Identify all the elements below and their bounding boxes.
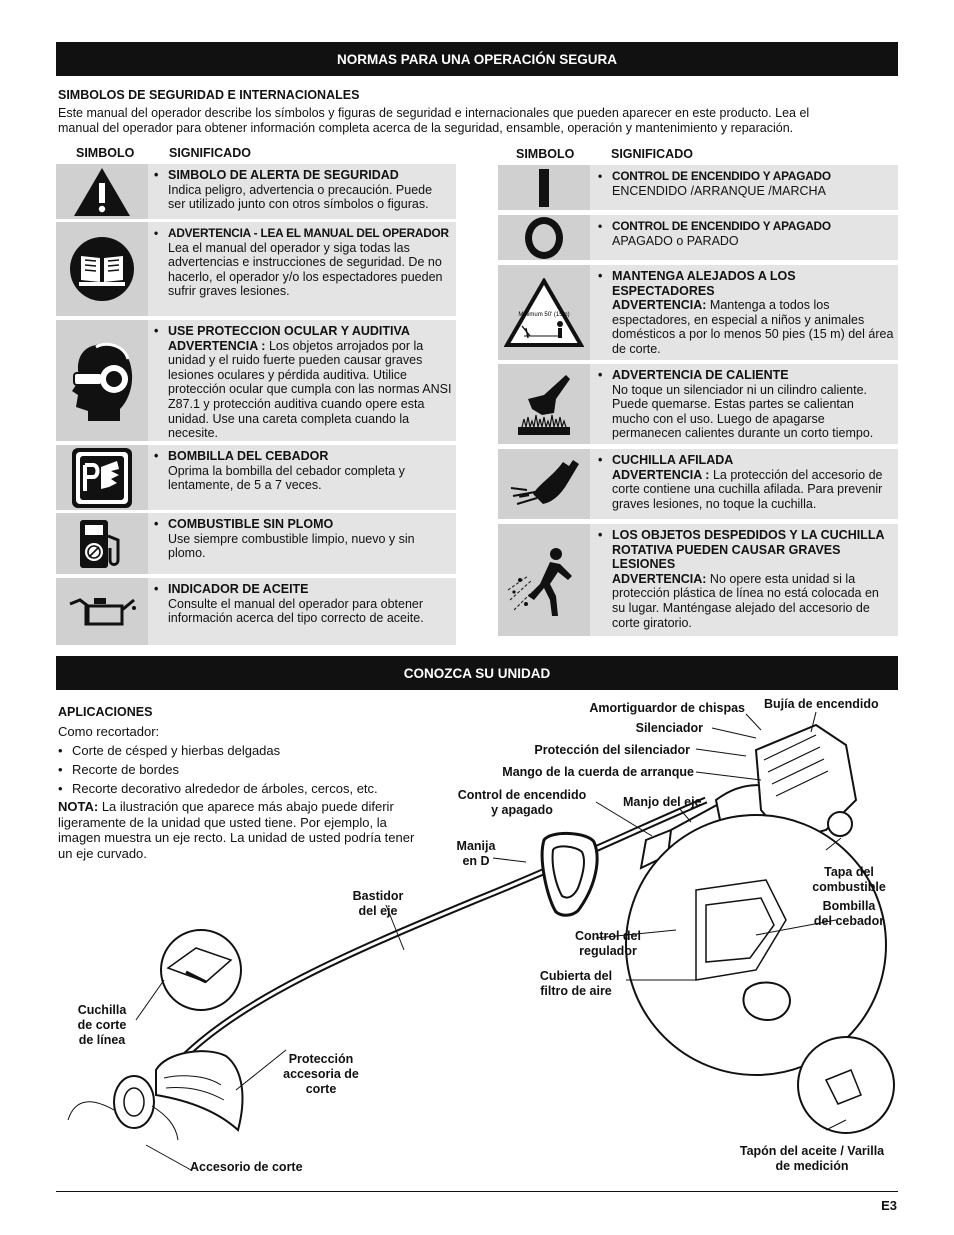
symbol-row: • INDICADOR DE ACEITE Consulte el manual del operador para obtener información acerca del tipo correcto de aceite. [56, 578, 456, 645]
list-item: • Recorte decorativo alrededor de árboles, cercos, etc. [58, 779, 418, 798]
label-attachment-guard: Protección accesoria de corte [283, 1052, 359, 1096]
right-col-meaning-header: SIGNIFICADO [611, 147, 693, 161]
oil-can-icon [56, 578, 148, 645]
power-off-icon [498, 215, 590, 260]
symbol-row: • CONTROL DE ENCENDIDO Y APAGADO ENCENDIDO /ARRANQUE /MARCHA [498, 165, 898, 210]
symbol-row: • USE PROTECCION OCULAR Y AUDITIVA ADVERTENCIA : Los objetos arrojados por la unidad y el ruido fuerte pueden causar graves lesiones oculares y pérdida auditiva. Utilice protección ocular que cumpla con las normas ANSI Z87.1 y protección auditiva cuando opere esta unidad. Use una careta completa cuando la necesite. [56, 320, 456, 441]
applications-title: APLICACIONES [58, 705, 153, 719]
left-col-symbol-header: SIMBOLO [76, 146, 135, 160]
label-starter-handle: Mango de la cuerda de arranque [502, 765, 694, 779]
power-on-icon [498, 165, 590, 210]
symbol-row: • BOMBILLA DEL CEBADOR Oprima la bombilla del cebador completa y lentamente, de 5 a 7 veces. [56, 445, 456, 510]
label-muffler: Silenciador [635, 721, 703, 735]
right-col-symbol-header: SIMBOLO [516, 147, 575, 161]
symbol-row: • CONTROL DE ENCENDIDO Y APAGADO APAGADO o PARADO [498, 215, 898, 260]
label-line-cutting-blade: Cuchilla de corte de línea [77, 1003, 127, 1047]
label-air-filter-cover: Cubierta del filtro de aire [539, 969, 613, 998]
intro-line-1: Este manual del operador describe los símbolos y figuras de seguridad e internacionales que pueden aparecer en este producto. Lea el [58, 106, 810, 120]
symbol-row: • COMBUSTIBLE SIN PLOMO Use siempre combustible limpio, nuevo y sin plomo. [56, 513, 456, 574]
label-on-off-control: Control de encendido y apagado [457, 788, 587, 817]
list-item: • Recorte de bordes [58, 760, 418, 779]
label-shaft: Bastidor del eje [352, 889, 404, 918]
symbol-row: • SIMBOLO DE ALERTA DE SEGURIDAD Indica peligro, advertencia o precaución. Puede ser utilizado junto con otros símbolos o figuras. [56, 164, 456, 219]
primer-bulb-icon [56, 445, 148, 510]
label-spark-plug: Bujía de encendido [764, 697, 879, 711]
symbol-row: • CUCHILLA AFILADA ADVERTENCIA : La protección del accesorio de corte contiene una cuchilla afilada. Para prevenir graves lesiones, no toque la cuchilla. [498, 449, 898, 519]
applications-note: NOTA: La ilustración que aparece más abajo puede diferir ligeramente de la unidad que usted tiene. Por ejemplo, la imagen muestra un eje recto. La unidad de usted podría tener un eje curvado. [58, 799, 415, 861]
label-cutting-attachment: Accesorio de corte [190, 1160, 303, 1174]
hot-surface-icon [498, 364, 590, 444]
footer-divider [56, 1191, 898, 1192]
sharp-blade-icon [498, 449, 590, 519]
warning-triangle-icon [56, 164, 148, 219]
list-item: • Corte de césped y hierbas delgadas [58, 741, 418, 760]
label-spark-arrestor: Amortiguardor de chispas [589, 701, 745, 715]
label-shaft-handle: Manjo del eje [623, 795, 702, 809]
page-number: E3 [881, 1198, 897, 1213]
bystander-sign-text: Minimum 50' (15m) [518, 311, 570, 318]
label-muffler-guard: Protección del silenciador [534, 743, 690, 757]
label-throttle: Control del regulador [575, 929, 641, 958]
symbol-row: • ADVERTENCIA DE CALIENTE No toque un silenciador ni un cilindro caliente. Puede quemarse. Estas partes se calientan mucho con el uso. Luego de apagarse permanecen calientes durante un corto tiempo. [498, 364, 898, 444]
read-manual-icon [56, 222, 148, 316]
left-col-meaning-header: SIGNIFICADO [169, 146, 251, 160]
symbol-row: • ADVERTENCIA - LEA EL MANUAL DEL OPERADOR Lea el manual del operador y siga todas las advertencias e instrucciones de seguridad. De no hacerlo, el operador y/o los espectadores pueden sufrir graves lesiones. [56, 222, 456, 316]
label-fuel-cap: Tapa del combustible [812, 865, 886, 894]
label-d-handle: Manija en D [456, 839, 496, 868]
eye-ear-protection-icon [56, 320, 148, 441]
symbol-row: Minimum 50' (15m) • MANTENGA ALEJADOS A LOS ESPECTADORES ADVERTENCIA: Mantenga a todos los espectadores, en especial a niños y animales domésticos a por lo menos 50 pies (15 m) del área de corte. [498, 265, 898, 360]
symbol-row: • LOS OBJETOS DESPEDIDOS Y LA CUCHILLA ROTATIVA PUEDEN CAUSAR GRAVES LESIONES ADVERTENCIA: No opere esta unidad si la protección plástica de línea no está colocada en su lugar. Manténgase alejado del accesorio de corte giratorio. [498, 524, 898, 636]
keep-bystanders-away-icon [498, 265, 590, 360]
section-banner-know-your-unit: CONOZCA SU UNIDAD [56, 656, 898, 690]
section-banner-safety: NORMAS PARA UNA OPERACIÓN SEGURA [56, 42, 898, 76]
safety-symbols-heading: SIMBOLOS DE SEGURIDAD E INTERNACIONALES [58, 88, 360, 102]
label-oil-cap-dipstick: Tapón del aceite / Varilla de medición [739, 1144, 885, 1173]
thrown-objects-icon [498, 524, 590, 636]
applications-lead: Como recortador: [58, 724, 160, 739]
intro-line-2: manual del operador para obtener información completa acerca de la seguridad, ensamble, operación y mantenimiento y reparación. [58, 121, 794, 135]
unleaded-fuel-icon [56, 513, 148, 574]
label-primer-bulb: Bombilla del cebador [813, 899, 885, 928]
